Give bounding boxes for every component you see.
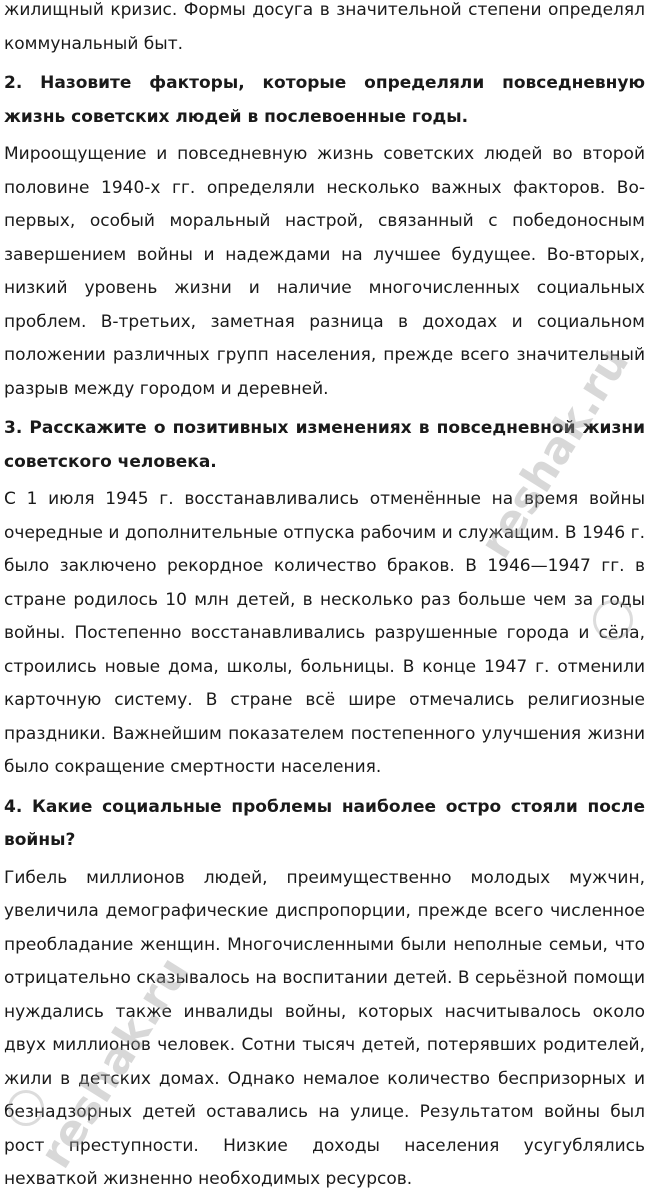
question-2-heading: 2. Назовите факторы, которые определяли повседневную жизнь советских людей в послевоенные годы.: [4, 73, 645, 127]
question-4-heading: 4. Какие социальные проблемы наиболее остро стояли после войны?: [4, 796, 645, 850]
answer-4-paragraph: Гибель миллионов людей, преимущественно молодых мужчин, увеличила демографические диспропорции, прежде всего численное преобладание женщин. Многочисленными были неполные семьи, что отрицательно сказывалось на воспитании детей. В серьёзной помощи нуждались также инвалиды войны, которых насчитывалось около двух миллионов человек. Сотни тысяч детей, потерявших родителей, жили в детских домах. Однако немалое количество беспризорных и безнадзорных детей оставались на улице. Результатом войны был рост преступности. Низкие доходы населения усугублялись нехваткой жизненно необходимых ресурсов.: [4, 867, 645, 1189]
watermark-reshak-top: reshak.ru: [470, 338, 640, 568]
watermark-reshak-bottom: reshak.ru: [30, 948, 200, 1178]
answer-2-paragraph: Мироощущение и повседневную жизнь советских людей во второй половине 1940-х гг. определяли несколько важных факторов. Во-первых, особый моральный настрой, связанный с победоносным завершением войны и надеждами на лучшее будущее. Во-вторых, низкий уровень жизни и наличие многочисленных социальных проблем. В-третьих, заметная разница в доходах и социальном положении различных групп населения, прежде всего значительный разрыв между городом и деревней.: [4, 144, 645, 399]
intro-paragraph: жилищный кризис. Формы досуга в значительной степени определял коммунальный быт.: [4, 0, 645, 54]
document-page: [4, 0, 645, 1197]
question-3-heading: 3. Расскажите о позитивных изменениях в повседневной жизни советского человека.: [4, 418, 645, 472]
answer-3-paragraph: С 1 июля 1945 г. восстанавливались отменённые на время войны очередные и дополнительные отпуска рабочим и служащим. В 1946 г. было заключено рекордное количество браков. В 1946—1947 гг. в стране родилось 10 млн детей, в несколько раз больше чем за годы войны. Постепенно восстанавливались разрушенные города и сёла, строились новые дома, школы, больницы. В конце 1947 г. отменили карточную систему. В стране всё шире отмечались религиозные праздники. Важнейшим показателем постепенного улучшения жизни было сокращение смертности населения.: [4, 489, 645, 777]
